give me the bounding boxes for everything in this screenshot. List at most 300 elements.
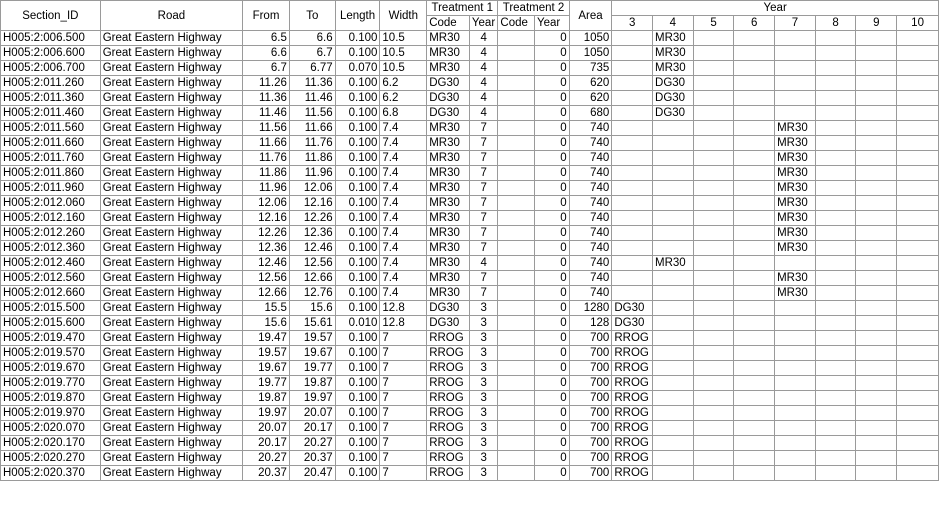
cell-year-9	[856, 466, 897, 481]
cell-area: 740	[569, 286, 612, 301]
cell-length: 0.100	[335, 346, 380, 361]
cell-width: 7	[380, 406, 427, 421]
cell-road: Great Eastern Highway	[100, 226, 242, 241]
cell-t2-year: 0	[535, 331, 570, 346]
cell-from: 11.86	[243, 166, 290, 181]
cell-year-7	[775, 376, 816, 391]
cell-section-id: H005:2:006.500	[1, 31, 101, 46]
cell-area: 740	[569, 151, 612, 166]
cell-year-7	[775, 46, 816, 61]
cell-year-8	[815, 196, 856, 211]
cell-year-4	[653, 466, 694, 481]
cell-t2-code	[498, 346, 535, 361]
cell-area: 740	[569, 136, 612, 151]
table-row	[1, 226, 939, 241]
cell-year-6	[734, 391, 775, 406]
cell-road: Great Eastern Highway	[100, 211, 242, 226]
cell-t1-code: RROG	[427, 451, 470, 466]
col-header-from: From	[243, 1, 290, 31]
cell-year-3: RROG	[612, 346, 653, 361]
cell-year-8	[815, 301, 856, 316]
cell-year-8	[815, 391, 856, 406]
cell-year-6	[734, 61, 775, 76]
cell-length: 0.100	[335, 136, 380, 151]
cell-area: 1280	[569, 301, 612, 316]
cell-t2-year: 0	[535, 301, 570, 316]
cell-year-5	[693, 46, 734, 61]
cell-year-8	[815, 421, 856, 436]
cell-section-id: H005:2:012.260	[1, 226, 101, 241]
cell-t1-code: MR30	[427, 286, 470, 301]
cell-t1-code: DG30	[427, 301, 470, 316]
cell-from: 20.07	[243, 421, 290, 436]
cell-t2-year: 0	[535, 226, 570, 241]
cell-t1-year: 3	[469, 346, 498, 361]
table-row	[1, 331, 939, 346]
cell-road: Great Eastern Highway	[100, 316, 242, 331]
cell-to: 15.6	[289, 301, 335, 316]
cell-year-4	[653, 271, 694, 286]
cell-year-9	[856, 181, 897, 196]
cell-year-5	[693, 106, 734, 121]
cell-area: 700	[569, 376, 612, 391]
cell-to: 20.47	[289, 466, 335, 481]
cell-t1-year: 3	[469, 436, 498, 451]
cell-year-4	[653, 346, 694, 361]
cell-t1-code: RROG	[427, 466, 470, 481]
cell-t2-code	[498, 271, 535, 286]
cell-length: 0.100	[335, 121, 380, 136]
cell-t1-year: 4	[469, 106, 498, 121]
col-header-year-6: 6	[734, 16, 775, 31]
cell-year-8	[815, 46, 856, 61]
cell-length: 0.100	[335, 451, 380, 466]
cell-road: Great Eastern Highway	[100, 181, 242, 196]
col-header-year-5: 5	[693, 16, 734, 31]
cell-t2-code	[498, 76, 535, 91]
table-row	[1, 91, 939, 106]
cell-t2-code	[498, 106, 535, 121]
cell-road: Great Eastern Highway	[100, 61, 242, 76]
cell-year-8	[815, 121, 856, 136]
table-row	[1, 121, 939, 136]
cell-year-7	[775, 436, 816, 451]
cell-year-7: MR30	[775, 241, 816, 256]
cell-year-4	[653, 361, 694, 376]
cell-width: 7	[380, 346, 427, 361]
table-row	[1, 421, 939, 436]
cell-section-id: H005:2:011.460	[1, 106, 101, 121]
cell-year-5	[693, 166, 734, 181]
cell-to: 19.97	[289, 391, 335, 406]
cell-t2-code	[498, 406, 535, 421]
cell-to: 12.66	[289, 271, 335, 286]
cell-t1-code: DG30	[427, 316, 470, 331]
cell-year-10	[897, 241, 939, 256]
cell-from: 20.17	[243, 436, 290, 451]
cell-to: 11.56	[289, 106, 335, 121]
cell-width: 7.4	[380, 271, 427, 286]
cell-road: Great Eastern Highway	[100, 436, 242, 451]
cell-year-6	[734, 106, 775, 121]
cell-length: 0.100	[335, 91, 380, 106]
cell-road: Great Eastern Highway	[100, 136, 242, 151]
cell-t1-year: 3	[469, 361, 498, 376]
cell-length: 0.100	[335, 301, 380, 316]
cell-t1-year: 7	[469, 181, 498, 196]
cell-year-4: DG30	[653, 91, 694, 106]
cell-year-7	[775, 31, 816, 46]
cell-year-6	[734, 211, 775, 226]
cell-year-7: MR30	[775, 181, 816, 196]
cell-to: 11.36	[289, 76, 335, 91]
cell-section-id: H005:2:012.660	[1, 286, 101, 301]
cell-length: 0.100	[335, 331, 380, 346]
cell-year-7	[775, 361, 816, 376]
cell-t1-year: 7	[469, 166, 498, 181]
col-header-year-9: 9	[856, 16, 897, 31]
cell-to: 11.66	[289, 121, 335, 136]
cell-length: 0.100	[335, 181, 380, 196]
cell-year-9	[856, 406, 897, 421]
cell-area: 680	[569, 106, 612, 121]
cell-year-5	[693, 436, 734, 451]
cell-year-5	[693, 316, 734, 331]
cell-length: 0.100	[335, 241, 380, 256]
cell-length: 0.010	[335, 316, 380, 331]
cell-length: 0.100	[335, 196, 380, 211]
cell-year-6	[734, 196, 775, 211]
cell-width: 7.4	[380, 241, 427, 256]
cell-year-3	[612, 241, 653, 256]
cell-year-6	[734, 91, 775, 106]
cell-width: 10.5	[380, 46, 427, 61]
cell-year-4: DG30	[653, 76, 694, 91]
cell-year-9	[856, 91, 897, 106]
cell-year-8	[815, 76, 856, 91]
cell-width: 7	[380, 466, 427, 481]
table-row	[1, 31, 939, 46]
cell-t2-code	[498, 421, 535, 436]
cell-year-10	[897, 256, 939, 271]
cell-year-8	[815, 376, 856, 391]
cell-year-7	[775, 421, 816, 436]
table-row	[1, 436, 939, 451]
cell-width: 12.8	[380, 316, 427, 331]
cell-year-8	[815, 256, 856, 271]
cell-t2-year: 0	[535, 421, 570, 436]
cell-t2-code	[498, 61, 535, 76]
cell-from: 12.56	[243, 271, 290, 286]
cell-year-3	[612, 91, 653, 106]
cell-t1-year: 4	[469, 46, 498, 61]
cell-to: 12.36	[289, 226, 335, 241]
cell-year-10	[897, 226, 939, 241]
cell-year-10	[897, 361, 939, 376]
cell-year-8	[815, 346, 856, 361]
cell-year-7: MR30	[775, 226, 816, 241]
cell-to: 11.86	[289, 151, 335, 166]
cell-width: 7	[380, 331, 427, 346]
cell-length: 0.100	[335, 256, 380, 271]
cell-t1-code: MR30	[427, 151, 470, 166]
cell-t1-code: RROG	[427, 421, 470, 436]
cell-t1-code: RROG	[427, 376, 470, 391]
cell-to: 20.37	[289, 451, 335, 466]
cell-year-4	[653, 286, 694, 301]
cell-width: 7.4	[380, 151, 427, 166]
cell-year-10	[897, 286, 939, 301]
cell-t2-year: 0	[535, 121, 570, 136]
cell-year-10	[897, 331, 939, 346]
col-header-t1-code: Code	[427, 16, 470, 31]
cell-width: 7.4	[380, 226, 427, 241]
cell-t1-year: 4	[469, 61, 498, 76]
cell-year-3: DG30	[612, 301, 653, 316]
cell-t1-code: MR30	[427, 271, 470, 286]
cell-year-9	[856, 61, 897, 76]
cell-area: 740	[569, 181, 612, 196]
cell-year-3	[612, 31, 653, 46]
cell-year-10	[897, 106, 939, 121]
cell-t2-year: 0	[535, 151, 570, 166]
cell-area: 700	[569, 406, 612, 421]
cell-year-10	[897, 466, 939, 481]
cell-year-7	[775, 406, 816, 421]
cell-year-9	[856, 136, 897, 151]
cell-t1-year: 3	[469, 331, 498, 346]
cell-section-id: H005:2:020.370	[1, 466, 101, 481]
cell-year-6	[734, 121, 775, 136]
table-row	[1, 76, 939, 91]
table-row	[1, 286, 939, 301]
cell-year-10	[897, 61, 939, 76]
cell-t2-code	[498, 361, 535, 376]
cell-t2-code	[498, 226, 535, 241]
cell-length: 0.100	[335, 421, 380, 436]
cell-length: 0.100	[335, 166, 380, 181]
cell-road: Great Eastern Highway	[100, 106, 242, 121]
table-body	[1, 31, 939, 481]
cell-year-10	[897, 196, 939, 211]
cell-year-7	[775, 316, 816, 331]
cell-year-10	[897, 76, 939, 91]
cell-area: 740	[569, 166, 612, 181]
cell-section-id: H005:2:020.170	[1, 436, 101, 451]
cell-year-9	[856, 196, 897, 211]
cell-to: 19.87	[289, 376, 335, 391]
cell-year-3	[612, 181, 653, 196]
cell-length: 0.070	[335, 61, 380, 76]
cell-width: 6.2	[380, 91, 427, 106]
cell-year-6	[734, 331, 775, 346]
cell-year-3	[612, 271, 653, 286]
col-header-road: Road	[100, 1, 242, 31]
cell-t2-year: 0	[535, 316, 570, 331]
cell-t1-year: 7	[469, 196, 498, 211]
cell-year-8	[815, 331, 856, 346]
col-header-area: Area	[569, 1, 612, 31]
cell-year-9	[856, 226, 897, 241]
table-row	[1, 106, 939, 121]
cell-section-id: H005:2:011.360	[1, 91, 101, 106]
col-header-year-8: 8	[815, 16, 856, 31]
cell-t1-year: 7	[469, 226, 498, 241]
cell-section-id: H005:2:011.260	[1, 76, 101, 91]
cell-t1-code: MR30	[427, 121, 470, 136]
cell-year-10	[897, 346, 939, 361]
cell-year-5	[693, 271, 734, 286]
cell-year-4: MR30	[653, 61, 694, 76]
col-header-year-7: 7	[775, 16, 816, 31]
cell-t1-year: 7	[469, 151, 498, 166]
cell-year-4	[653, 316, 694, 331]
cell-t2-year: 0	[535, 436, 570, 451]
table-row	[1, 196, 939, 211]
cell-year-10	[897, 181, 939, 196]
cell-year-9	[856, 46, 897, 61]
col-header-t1-year: Year	[469, 16, 498, 31]
cell-t2-code	[498, 211, 535, 226]
cell-t2-code	[498, 391, 535, 406]
cell-year-5	[693, 466, 734, 481]
cell-from: 19.47	[243, 331, 290, 346]
cell-t2-year: 0	[535, 46, 570, 61]
cell-section-id: H005:2:019.470	[1, 331, 101, 346]
cell-year-5	[693, 451, 734, 466]
cell-t1-code: RROG	[427, 361, 470, 376]
cell-to: 20.27	[289, 436, 335, 451]
cell-section-id: H005:2:011.960	[1, 181, 101, 196]
cell-year-10	[897, 451, 939, 466]
cell-t2-year: 0	[535, 76, 570, 91]
cell-year-9	[856, 76, 897, 91]
cell-width: 7	[380, 451, 427, 466]
cell-year-9	[856, 451, 897, 466]
cell-to: 20.17	[289, 421, 335, 436]
cell-year-5	[693, 301, 734, 316]
table-row	[1, 271, 939, 286]
cell-width: 7	[380, 361, 427, 376]
cell-t2-year: 0	[535, 181, 570, 196]
cell-year-5	[693, 421, 734, 436]
cell-t1-code: RROG	[427, 391, 470, 406]
cell-year-9	[856, 121, 897, 136]
cell-from: 20.37	[243, 466, 290, 481]
cell-year-4: DG30	[653, 106, 694, 121]
cell-year-9	[856, 151, 897, 166]
cell-year-8	[815, 61, 856, 76]
cell-from: 20.27	[243, 451, 290, 466]
cell-year-6	[734, 31, 775, 46]
cell-year-7	[775, 256, 816, 271]
cell-year-5	[693, 211, 734, 226]
cell-t2-year: 0	[535, 196, 570, 211]
cell-from: 12.06	[243, 196, 290, 211]
cell-to: 19.57	[289, 331, 335, 346]
cell-year-8	[815, 241, 856, 256]
table-row	[1, 61, 939, 76]
cell-road: Great Eastern Highway	[100, 391, 242, 406]
cell-t1-code: MR30	[427, 181, 470, 196]
cell-from: 15.6	[243, 316, 290, 331]
col-header-section-id: Section_ID	[1, 1, 101, 31]
col-header-to: To	[289, 1, 335, 31]
table-row	[1, 316, 939, 331]
cell-section-id: H005:2:006.600	[1, 46, 101, 61]
cell-to: 12.06	[289, 181, 335, 196]
cell-t2-year: 0	[535, 466, 570, 481]
cell-year-8	[815, 106, 856, 121]
cell-year-4	[653, 226, 694, 241]
cell-t1-year: 3	[469, 316, 498, 331]
cell-t2-year: 0	[535, 271, 570, 286]
cell-t1-year: 3	[469, 301, 498, 316]
cell-t2-code	[498, 196, 535, 211]
cell-t1-code: RROG	[427, 436, 470, 451]
cell-year-6	[734, 301, 775, 316]
cell-year-8	[815, 436, 856, 451]
cell-area: 700	[569, 391, 612, 406]
cell-width: 7.4	[380, 181, 427, 196]
cell-year-6	[734, 256, 775, 271]
cell-from: 19.77	[243, 376, 290, 391]
cell-year-5	[693, 76, 734, 91]
cell-year-6	[734, 76, 775, 91]
table-row	[1, 181, 939, 196]
cell-year-9	[856, 436, 897, 451]
cell-t1-year: 3	[469, 466, 498, 481]
cell-year-6	[734, 346, 775, 361]
cell-t1-code: MR30	[427, 211, 470, 226]
table-row	[1, 211, 939, 226]
cell-length: 0.100	[335, 151, 380, 166]
cell-year-9	[856, 331, 897, 346]
cell-area: 620	[569, 76, 612, 91]
cell-t1-code: MR30	[427, 196, 470, 211]
cell-section-id: H005:2:006.700	[1, 61, 101, 76]
cell-section-id: H005:2:019.870	[1, 391, 101, 406]
cell-year-4	[653, 451, 694, 466]
cell-section-id: H005:2:012.560	[1, 271, 101, 286]
cell-road: Great Eastern Highway	[100, 376, 242, 391]
cell-year-9	[856, 286, 897, 301]
cell-t2-year: 0	[535, 391, 570, 406]
cell-t1-code: RROG	[427, 406, 470, 421]
cell-t1-year: 7	[469, 286, 498, 301]
cell-year-5	[693, 121, 734, 136]
cell-to: 11.46	[289, 91, 335, 106]
cell-t2-code	[498, 256, 535, 271]
cell-year-9	[856, 256, 897, 271]
cell-road: Great Eastern Highway	[100, 166, 242, 181]
cell-to: 19.67	[289, 346, 335, 361]
cell-road: Great Eastern Highway	[100, 286, 242, 301]
cell-section-id: H005:2:015.500	[1, 301, 101, 316]
cell-t1-code: MR30	[427, 166, 470, 181]
col-header-year-10: 10	[897, 16, 939, 31]
header-row-top	[1, 1, 939, 16]
cell-year-6	[734, 166, 775, 181]
cell-length: 0.100	[335, 406, 380, 421]
cell-t2-code	[498, 436, 535, 451]
cell-section-id: H005:2:020.070	[1, 421, 101, 436]
cell-year-5	[693, 91, 734, 106]
cell-year-6	[734, 436, 775, 451]
cell-year-8	[815, 361, 856, 376]
cell-section-id: H005:2:019.770	[1, 376, 101, 391]
cell-year-9	[856, 106, 897, 121]
